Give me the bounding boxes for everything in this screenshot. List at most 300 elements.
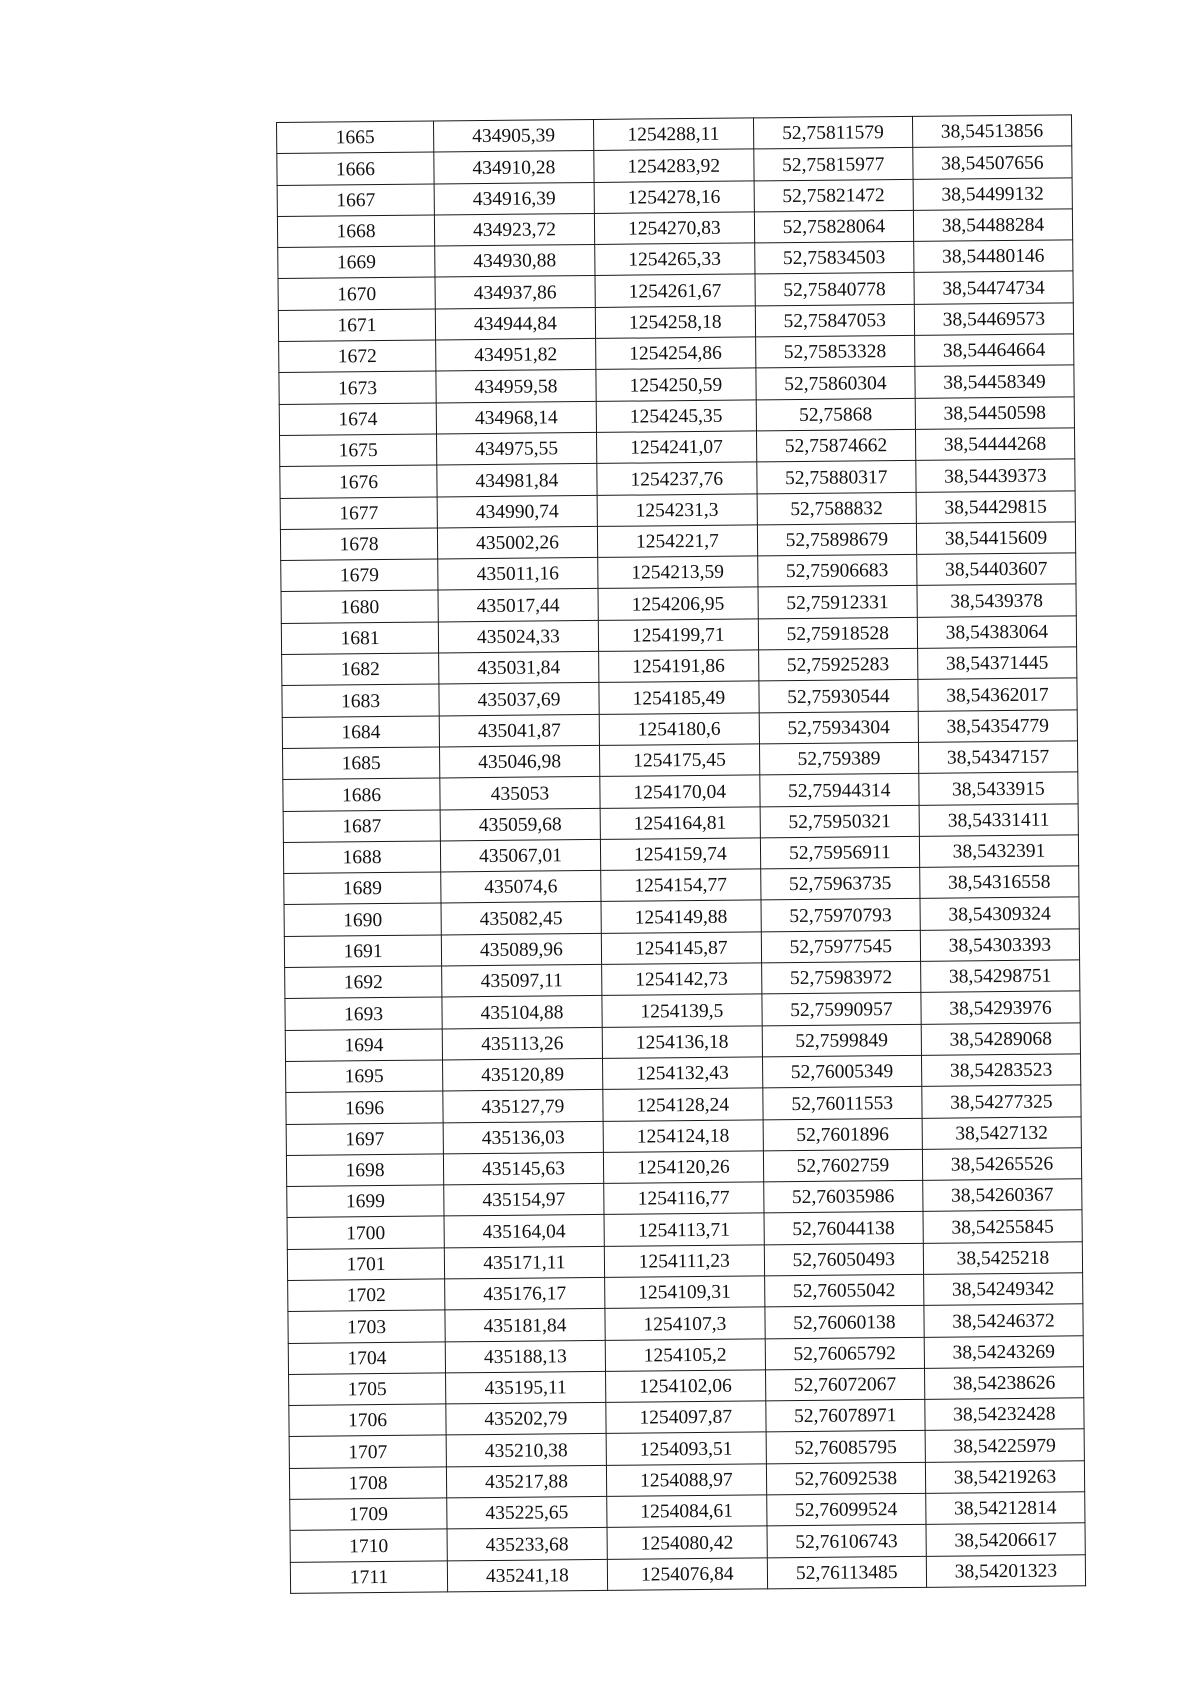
cell-value: 38,54439373: [944, 465, 1047, 488]
cell-value: 38,54458349: [943, 371, 1046, 394]
y-coordinate-cell: [599, 713, 759, 746]
cell-value: 52,7601896: [796, 1123, 889, 1146]
x-coordinate-cell: [435, 276, 595, 309]
cell-value: 38,54480146: [941, 246, 1045, 269]
cell-value: 38,54354779: [946, 715, 1050, 738]
y-coordinate-cell: [599, 681, 759, 714]
latitude-cell: [754, 179, 913, 212]
cell-value: 1254170,04: [633, 781, 727, 804]
cell-value: 52,76050493: [792, 1249, 896, 1272]
y-coordinate-cell: [594, 181, 754, 214]
cell-value: 1254116,77: [637, 1188, 730, 1210]
cell-value: 38,54255845: [951, 1216, 1054, 1239]
x-coordinate-cell: [440, 745, 600, 778]
y-coordinate-cell: [598, 556, 758, 589]
cell-value: 38,54499132: [941, 183, 1044, 206]
cell-value: 1669: [336, 252, 377, 274]
cell-value: 435002,26: [475, 532, 560, 555]
x-coordinate-cell: [447, 1496, 607, 1529]
point-number-cell: [282, 653, 439, 686]
cell-value: 1254132,43: [636, 1062, 729, 1085]
x-coordinate-cell: [436, 401, 596, 434]
latitude-cell: [764, 1212, 923, 1245]
cell-value: 435181,84: [483, 1314, 567, 1337]
cell-value: 1700: [346, 1222, 386, 1245]
longitude-cell: [914, 240, 1073, 273]
longitude-cell: [923, 1210, 1082, 1243]
cell-value: 435202,79: [484, 1408, 568, 1431]
point-number-cell: [281, 622, 438, 655]
longitude-cell: [925, 1461, 1084, 1494]
latitude-cell: [756, 429, 915, 462]
x-coordinate-cell: [445, 1277, 605, 1310]
cell-value: 434905,39: [472, 125, 556, 148]
cell-value: 1707: [348, 1441, 388, 1464]
longitude-cell: [915, 428, 1074, 461]
y-coordinate-cell: [598, 650, 758, 683]
cell-value: 52,75906683: [785, 560, 889, 583]
y-coordinate-cell: [604, 1276, 764, 1309]
y-coordinate-cell: [600, 838, 760, 871]
x-coordinate-cell: [437, 495, 597, 528]
y-coordinate-cell: [606, 1464, 766, 1497]
longitude-cell: [913, 177, 1072, 210]
coordinates-table-body: [277, 115, 1086, 1594]
x-coordinate-cell: [435, 307, 595, 340]
cell-value: 435037,69: [477, 688, 561, 711]
cell-value: 1671: [337, 315, 377, 337]
x-coordinate-cell: [438, 589, 598, 622]
cell-value: 1254265,33: [628, 249, 722, 272]
cell-value: 38,54265526: [950, 1153, 1054, 1176]
longitude-cell: [918, 741, 1077, 774]
longitude-cell: [921, 1022, 1080, 1055]
point-number-cell: [278, 277, 435, 310]
cell-value: 1703: [347, 1316, 387, 1338]
cell-value: 38,5427132: [955, 1122, 1049, 1145]
cell-value: 38,54331411: [947, 809, 1050, 832]
x-coordinate-cell: [439, 683, 599, 716]
latitude-cell: [762, 1055, 921, 1088]
latitude-cell: [755, 335, 914, 368]
longitude-cell: [924, 1367, 1083, 1400]
x-coordinate-cell: [447, 1528, 607, 1561]
cell-value: 52,7588832: [790, 498, 883, 520]
point-number-cell: [279, 371, 436, 404]
cell-value: 1692: [343, 972, 383, 994]
cell-value: 1687: [342, 815, 382, 838]
cell-value: 435225,65: [485, 1502, 569, 1525]
cell-value: 52,7602759: [796, 1155, 890, 1178]
cell-value: 1254250,59: [629, 374, 723, 397]
point-number-cell: [279, 340, 436, 373]
point-number-cell: [277, 184, 434, 217]
latitude-cell: [765, 1306, 924, 1339]
cell-value: 434968,14: [474, 407, 558, 430]
cell-value: 1254080,42: [640, 1532, 734, 1555]
point-number-cell: [285, 1029, 442, 1062]
cell-value: 434975,55: [475, 438, 559, 461]
cell-value: 435136,03: [481, 1127, 565, 1149]
latitude-cell: [761, 899, 920, 932]
cell-value: 1254076,84: [640, 1563, 734, 1586]
latitude-cell: [764, 1243, 923, 1276]
longitude-cell: [913, 146, 1072, 179]
latitude-cell: [767, 1556, 926, 1589]
cell-value: 52,76044138: [792, 1217, 895, 1240]
longitude-cell: [914, 303, 1073, 336]
longitude-cell: [915, 397, 1074, 430]
y-coordinate-cell: [597, 462, 757, 495]
cell-value: 1682: [340, 659, 380, 681]
cell-value: 435164,04: [482, 1220, 566, 1243]
cell-value: 1254180,6: [637, 718, 721, 741]
y-coordinate-cell: [594, 149, 754, 182]
cell-value: 1674: [338, 409, 378, 431]
cell-value: 1684: [341, 721, 381, 744]
cell-value: 38,54249342: [951, 1278, 1055, 1301]
longitude-cell: [919, 772, 1078, 805]
x-coordinate-cell: [442, 996, 602, 1029]
point-number-cell: [290, 1498, 447, 1531]
point-number-cell: [277, 121, 434, 154]
x-coordinate-cell: [446, 1434, 606, 1467]
cell-value: 1254270,83: [627, 217, 721, 240]
cell-value: 52,76099524: [794, 1499, 898, 1522]
longitude-cell: [924, 1304, 1083, 1337]
cell-value: 434944,84: [473, 313, 557, 336]
cell-value: 1254237,76: [630, 468, 724, 491]
cell-value: 52,75912331: [786, 591, 889, 614]
cell-value: 52,75828064: [782, 216, 886, 239]
point-number-cell: [290, 1529, 447, 1562]
point-number-cell: [287, 1216, 444, 1249]
cell-value: 52,75925283: [786, 654, 890, 677]
longitude-cell: [912, 115, 1071, 148]
y-coordinate-cell: [603, 1119, 763, 1152]
x-coordinate-cell: [446, 1371, 606, 1404]
cell-value: 38,5433915: [951, 778, 1045, 801]
cell-value: 1254124,18: [636, 1125, 730, 1148]
y-coordinate-cell: [598, 587, 758, 620]
cell-value: 1254213,59: [631, 562, 725, 585]
longitude-cell: [913, 209, 1072, 242]
cell-value: 434923,72: [472, 219, 557, 242]
longitude-cell: [917, 553, 1076, 586]
cell-value: 435210,38: [484, 1440, 568, 1462]
cell-value: 435017,44: [476, 595, 560, 617]
x-coordinate-cell: [441, 933, 601, 966]
cell-value: 1254120,26: [636, 1156, 730, 1179]
cell-value: 1254084,61: [640, 1501, 734, 1523]
longitude-cell: [922, 1116, 1081, 1149]
longitude-cell: [914, 334, 1073, 367]
latitude-cell: [757, 492, 916, 525]
latitude-cell: [766, 1400, 925, 1433]
point-number-cell: [283, 841, 440, 874]
latitude-cell: [764, 1274, 923, 1307]
latitude-cell: [766, 1493, 925, 1526]
cell-value: 52,76092538: [794, 1468, 898, 1491]
longitude-cell: [916, 490, 1075, 523]
point-number-cell: [280, 528, 437, 561]
y-coordinate-cell: [605, 1370, 765, 1403]
point-number-cell: [285, 997, 442, 1030]
cell-value: 1254245,35: [629, 405, 723, 428]
y-coordinate-cell: [595, 243, 755, 276]
cell-value: 52,7599849: [795, 1030, 889, 1052]
y-coordinate-cell: [600, 806, 760, 839]
cell-value: 1672: [337, 346, 377, 368]
x-coordinate-cell: [441, 902, 601, 935]
y-coordinate-cell: [595, 337, 755, 370]
cell-value: 1254283,92: [627, 155, 721, 178]
cell-value: 1699: [345, 1191, 386, 1213]
longitude-cell: [922, 1148, 1081, 1181]
longitude-cell: [923, 1241, 1082, 1274]
y-coordinate-cell: [603, 1088, 763, 1121]
cell-value: 1254254,86: [629, 343, 722, 365]
cell-value: 52,76072067: [793, 1374, 897, 1397]
point-number-cell: [287, 1248, 444, 1281]
cell-value: 52,76078971: [793, 1405, 897, 1428]
cell-value: 52,75821472: [782, 185, 885, 208]
point-number-cell: [281, 559, 438, 592]
cell-value: 38,54243269: [952, 1341, 1056, 1364]
cell-value: 1690: [343, 909, 383, 932]
y-coordinate-cell: [599, 744, 759, 777]
latitude-cell: [763, 1118, 922, 1151]
cell-value: 38,54450598: [943, 402, 1047, 425]
point-number-cell: [289, 1404, 446, 1437]
cell-value: 1694: [344, 1034, 384, 1057]
point-number-cell: [289, 1467, 446, 1500]
longitude-cell: [920, 866, 1079, 899]
cell-value: 1706: [347, 1410, 388, 1432]
longitude-cell: [923, 1273, 1082, 1306]
cell-value: 1677: [339, 502, 379, 525]
cell-value: 1701: [346, 1253, 386, 1276]
cell-value: 435053: [490, 782, 550, 805]
cell-value: 1708: [348, 1473, 388, 1495]
cell-value: 38,54469573: [942, 308, 1046, 331]
cell-value: 435176,17: [483, 1283, 567, 1306]
cell-value: 52,75956911: [788, 842, 891, 865]
longitude-cell: [917, 647, 1076, 680]
cell-value: 52,75934304: [787, 717, 890, 740]
cell-value: 1254088,97: [639, 1469, 733, 1492]
cell-value: 38,54260367: [950, 1184, 1054, 1207]
cell-value: 1683: [341, 690, 381, 713]
cell-value: 1254164,81: [633, 812, 727, 835]
y-coordinate-cell: [596, 368, 756, 401]
longitude-cell: [920, 897, 1079, 930]
cell-value: 435041,87: [477, 720, 561, 743]
longitude-cell: [926, 1523, 1085, 1556]
cell-value: 435104,88: [480, 1001, 564, 1024]
cell-value: 38,54507656: [941, 152, 1044, 175]
cell-value: 52,75990957: [790, 998, 893, 1021]
cell-value: 38,54289068: [949, 1028, 1053, 1051]
y-coordinate-cell: [596, 400, 756, 433]
cell-value: 52,75874662: [784, 435, 888, 458]
cell-value: 435217,88: [485, 1471, 569, 1494]
point-number-cell: [278, 309, 435, 342]
cell-value: 1678: [339, 534, 379, 556]
latitude-cell: [757, 461, 916, 494]
cell-value: 38,54303393: [948, 934, 1052, 957]
point-number-cell: [280, 465, 437, 498]
cell-value: 434959,58: [474, 375, 558, 398]
cell-value: 435120,89: [481, 1064, 565, 1087]
cell-value: 52,75930544: [787, 685, 890, 708]
latitude-cell: [754, 148, 913, 181]
cell-value: 1686: [341, 784, 382, 806]
cell-value: 435011,16: [476, 563, 560, 586]
x-coordinate-cell: [441, 839, 601, 872]
y-coordinate-cell: [597, 493, 757, 526]
cell-value: 435074,6: [484, 876, 558, 899]
latitude-cell: [759, 742, 918, 775]
y-coordinate-cell: [607, 1558, 767, 1591]
longitude-cell: [914, 271, 1073, 304]
cell-value: 52,75853328: [783, 341, 887, 364]
x-coordinate-cell: [434, 151, 594, 184]
x-coordinate-cell: [440, 777, 600, 810]
cell-value: 435195,11: [484, 1377, 567, 1400]
cell-value: 52,76011553: [791, 1092, 894, 1115]
longitude-cell: [925, 1398, 1084, 1431]
cell-value: 52,76005349: [790, 1061, 894, 1084]
x-coordinate-cell: [438, 620, 598, 653]
table-row: [290, 1554, 1085, 1593]
cell-value: 1702: [346, 1285, 386, 1307]
cell-value: 38,5439378: [950, 590, 1043, 613]
cell-value: 52,75847053: [783, 310, 887, 333]
y-coordinate-cell: [606, 1401, 766, 1434]
cell-value: 38,54309324: [948, 903, 1051, 926]
cell-value: 1688: [342, 847, 382, 869]
cell-value: 52,75898679: [785, 529, 889, 552]
longitude-cell: [924, 1335, 1083, 1368]
y-coordinate-cell: [601, 869, 761, 902]
longitude-cell: [916, 522, 1075, 555]
cell-value: 1254191,86: [632, 656, 725, 678]
cell-value: 38,54347157: [946, 746, 1050, 769]
cell-value: 1254278,16: [627, 186, 721, 209]
latitude-cell: [762, 1024, 921, 1057]
cell-value: 38,5432391: [952, 840, 1046, 863]
y-coordinate-cell: [594, 212, 754, 245]
cell-value: 1685: [341, 753, 381, 775]
cell-value: 52,76113485: [795, 1562, 898, 1585]
cell-value: 1254105,2: [643, 1344, 727, 1367]
cell-value: 1254199,71: [631, 624, 725, 647]
y-coordinate-cell: [604, 1245, 764, 1278]
cell-value: 38,54371445: [945, 652, 1049, 675]
cell-value: 435059,68: [478, 814, 562, 836]
cell-value: 435233,68: [485, 1533, 569, 1556]
x-coordinate-cell: [445, 1340, 605, 1373]
cell-value: 434951,82: [474, 344, 558, 367]
point-number-cell: [288, 1279, 445, 1312]
point-number-cell: [278, 246, 435, 279]
cell-value: 1254107,3: [643, 1313, 727, 1336]
longitude-cell: [916, 459, 1075, 492]
x-coordinate-cell: [439, 651, 599, 684]
cell-value: 434916,39: [472, 188, 556, 211]
point-number-cell: [277, 152, 434, 185]
point-number-cell: [286, 1154, 443, 1187]
cell-value: 1679: [339, 565, 380, 587]
x-coordinate-cell: [446, 1403, 606, 1436]
cell-value: 1254111,23: [638, 1250, 730, 1273]
cell-value: 1254288,11: [627, 124, 720, 146]
cell-value: 1254221,7: [635, 530, 719, 553]
x-coordinate-cell: [445, 1309, 605, 1342]
y-coordinate-cell: [606, 1432, 766, 1465]
cell-value: 1254231,3: [635, 499, 719, 522]
cell-value: 1254145,87: [634, 937, 728, 960]
cell-value: 1705: [347, 1379, 387, 1401]
latitude-cell: [754, 242, 913, 275]
cell-value: 52,75815977: [781, 153, 885, 176]
point-number-cell: [280, 497, 437, 530]
cell-value: 1680: [340, 596, 380, 619]
cell-value: 1704: [347, 1347, 387, 1370]
cell-value: 1670: [337, 283, 377, 306]
cell-value: 435145,63: [481, 1158, 566, 1181]
cell-value: 52,75811579: [782, 122, 884, 145]
cell-value: 1676: [338, 471, 379, 493]
longitude-cell: [921, 1054, 1080, 1087]
cell-value: 38,54238626: [952, 1372, 1056, 1395]
cell-value: 1711: [349, 1566, 389, 1589]
latitude-cell: [766, 1462, 925, 1495]
y-coordinate-cell: [597, 525, 757, 558]
longitude-cell: [926, 1492, 1085, 1525]
longitude-cell: [925, 1429, 1084, 1462]
x-coordinate-cell: [436, 339, 596, 372]
cell-value: 38,54246372: [952, 1310, 1055, 1333]
x-coordinate-cell: [444, 1152, 604, 1185]
point-number-cell: [288, 1310, 445, 1343]
cell-value: 1675: [338, 440, 378, 462]
coordinates-table: [276, 114, 1086, 1594]
cell-value: 52,75970793: [789, 904, 892, 927]
y-coordinate-cell: [601, 900, 761, 933]
cell-value: 1254102,06: [639, 1375, 732, 1398]
cell-value: 435067,01: [478, 845, 563, 868]
cell-value: 1254185,49: [632, 687, 726, 710]
cell-value: 52,75918528: [786, 623, 890, 646]
x-coordinate-cell: [437, 464, 597, 497]
longitude-cell: [917, 584, 1076, 617]
cell-value: 38,54283523: [949, 1059, 1053, 1082]
cell-value: 52,76055042: [792, 1280, 896, 1303]
longitude-cell: [917, 616, 1076, 649]
cell-value: 52,75834503: [782, 247, 886, 270]
latitude-cell: [760, 774, 919, 807]
latitude-cell: [756, 398, 915, 431]
latitude-cell: [762, 993, 921, 1026]
longitude-cell: [920, 929, 1079, 962]
point-number-cell: [289, 1435, 446, 1468]
y-coordinate-cell: [602, 1025, 762, 1058]
cell-value: 1709: [348, 1504, 389, 1526]
cell-value: 38,54429815: [944, 496, 1047, 519]
cell-value: 434937,86: [473, 282, 557, 304]
